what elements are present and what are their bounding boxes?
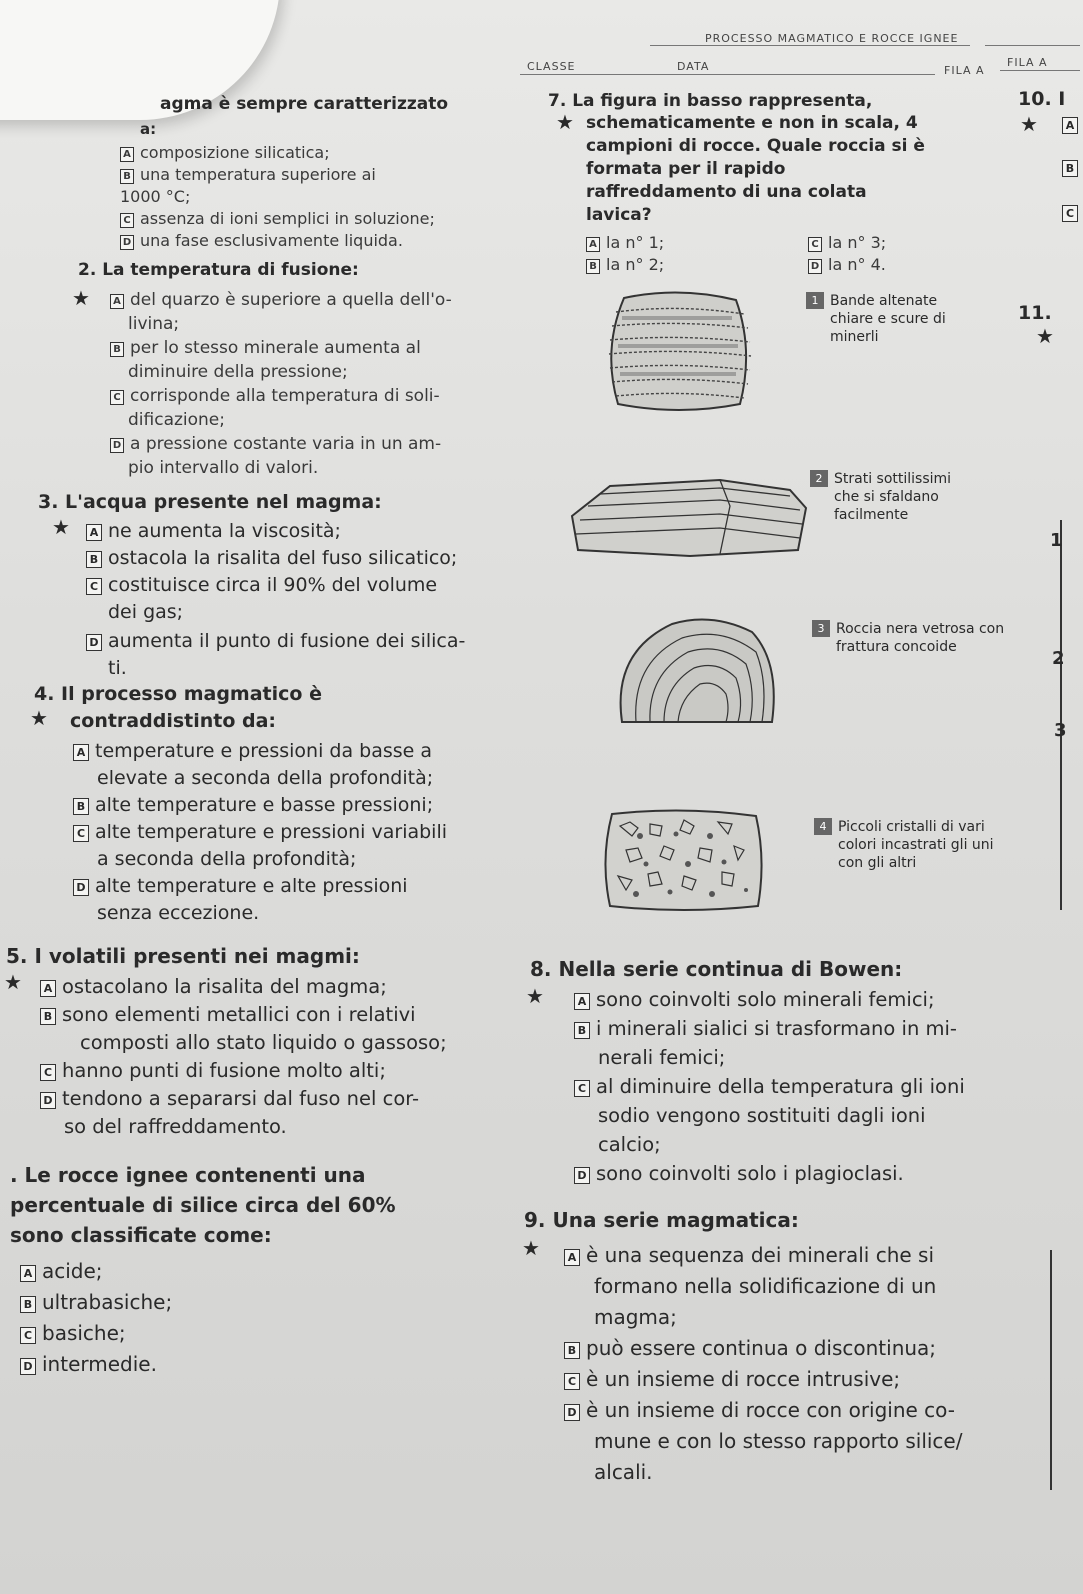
option-letter-c: C [73, 825, 89, 842]
right-margin-rule-bottom [1050, 1250, 1052, 1490]
q11-number: 11. [1018, 302, 1052, 324]
q6-option-a-text: acide; [42, 1259, 103, 1283]
option-letter-b: B [564, 1342, 580, 1359]
option-letter-c: C [40, 1064, 56, 1081]
option-letter-b: B [1062, 160, 1078, 177]
right-item-1: 1 [1050, 530, 1063, 551]
option-letter-d: D [110, 438, 124, 453]
star-icon: ★ [526, 984, 544, 1008]
q3-option-b[interactable] [86, 545, 496, 572]
q9-option-b-text: può essere continua o discontinua; [586, 1336, 937, 1360]
rock-4-granite-illustration [600, 806, 768, 914]
q10-option-b[interactable] [1062, 158, 1083, 177]
option-letter-d: D [808, 259, 822, 274]
q5-option-c[interactable] [40, 1057, 500, 1085]
q8-option-c-text-2: sodio vengono sostituiti dagli ioni [598, 1104, 926, 1127]
q9-option-c-text: è un insieme di rocce intrusive; [586, 1367, 901, 1391]
q6-options [20, 1256, 420, 1380]
option-letter-a: A [73, 744, 89, 761]
header-fila-right: FILA A [1007, 56, 1048, 69]
q4-option-c[interactable] [73, 819, 493, 846]
q8-options [574, 985, 1039, 1188]
q7-title-5: raffreddamento di una colata [586, 182, 867, 202]
star-icon: ★ [1036, 324, 1054, 348]
q5-option-a-text: ostacolano la risalita del magma; [62, 975, 387, 998]
q8-option-b-text-2: nerali femici; [598, 1046, 726, 1069]
q7-title-6: lavica? [586, 205, 652, 225]
option-letter-a: A [586, 237, 600, 252]
option-letter-d: D [120, 235, 134, 250]
caption-1-text: Bande altenate chiare e scure di minerli [830, 293, 946, 345]
q3-option-d-text: aumenta il punto di fusione dei silica- [108, 630, 466, 652]
q7-title [548, 90, 872, 113]
q6-title-1: . Le rocce ignee contenenti una [10, 1163, 366, 1187]
q3-option-a[interactable] [86, 518, 496, 545]
q4-option-a[interactable] [73, 738, 493, 765]
q7-option-c-text: la n° 3; [828, 233, 887, 252]
q4-option-d[interactable] [73, 873, 493, 900]
q9-option-a-text-2: formano nella solidificazione di un [594, 1274, 937, 1298]
q9-option-d-text: è un insieme di rocce con origine co- [586, 1398, 956, 1422]
q2-option-b-text-2: diminuire della pressione; [128, 362, 348, 382]
q1-text-tail: a: [140, 120, 157, 138]
star-icon: ★ [72, 286, 90, 310]
q2-option-d-text-2: pio intervallo di valori. [128, 458, 319, 478]
q5-option-a[interactable] [40, 973, 500, 1001]
caption-1 [806, 292, 976, 346]
q8-option-a-text: sono coinvolti solo minerali femici; [596, 988, 935, 1011]
q9-option-a-text: è una sequenza dei minerali che si [586, 1243, 935, 1267]
q2-title: 2. La temperatura di fusione: [78, 260, 359, 280]
q2-options [110, 288, 502, 480]
q5-title: 5. I volatili presenti nei magmi: [6, 944, 360, 968]
star-icon: ★ [30, 706, 48, 730]
q9-option-a[interactable] [564, 1240, 1046, 1271]
q9-option-d-text-3: alcali. [594, 1460, 653, 1484]
right-item-3: 3 [1054, 720, 1067, 741]
option-letter-a: A [1062, 117, 1078, 134]
q1-text: agma è sempre caratterizzato [160, 94, 449, 114]
caption-1-number: 1 [806, 292, 824, 309]
q4-option-a-text: temperature e pressioni da basse a [95, 740, 433, 762]
option-letter-a: A [564, 1249, 580, 1266]
q7-option-c[interactable] [808, 232, 886, 254]
q4-options [73, 738, 493, 927]
q7-option-a-text: la n° 1; [606, 233, 665, 252]
option-letter-c: C [120, 213, 134, 228]
option-letter-a: A [20, 1265, 36, 1282]
q4-option-b[interactable] [73, 792, 493, 819]
q1-option-a[interactable] [120, 142, 500, 164]
q8-option-d[interactable] [574, 1159, 1039, 1188]
q9-title: 9. Una serie magmatica: [524, 1208, 799, 1232]
q4-option-c-text-2: a seconda della profondità; [97, 848, 357, 870]
q6-option-c-text: basiche; [42, 1321, 126, 1345]
q6-option-d[interactable] [20, 1349, 420, 1380]
q6-option-b-text: ultrabasiche; [42, 1290, 173, 1314]
q5-options [40, 973, 500, 1141]
q2-option-d-text: a pressione costante varia in un am- [130, 434, 442, 454]
q4-option-c-text: alte temperature e pressioni variabili [95, 821, 448, 843]
q4-title: 4. Il processo magmatico è [34, 683, 322, 705]
rock-1-banded-illustration [604, 290, 754, 415]
q7-option-a[interactable] [586, 232, 808, 254]
q2-option-a-text-2: livina; [128, 314, 180, 334]
q8-option-d-text: sono coinvolti solo i plagioclasi. [596, 1162, 904, 1185]
star-icon: ★ [4, 970, 22, 994]
header-classe: CLASSE [527, 60, 576, 73]
q6-title-3: sono classificate come: [10, 1223, 272, 1247]
q2-option-c-text: corrisponde alla temperatura di soli- [130, 386, 440, 406]
header-fila-left: FILA A [944, 64, 985, 77]
q2-option-c[interactable] [110, 384, 502, 408]
q5-option-d-text-2: so del raffreddamento. [64, 1115, 287, 1138]
q3-option-c-text-2: dei gas; [108, 601, 184, 623]
option-letter-d: D [73, 879, 89, 896]
q3-option-b-text: ostacola la risalita del fuso silicatico; [108, 547, 458, 569]
q1-options [120, 142, 500, 252]
option-letter-a: A [110, 294, 124, 309]
option-letter-b: B [120, 169, 134, 184]
q1-option-b-text: una temperatura superiore ai [140, 165, 376, 184]
q2-option-b-text: per lo stesso minerale aumenta al [130, 338, 421, 358]
option-letter-c: C [86, 578, 102, 595]
option-letter-a: A [574, 993, 590, 1010]
header-line [520, 74, 935, 75]
q1-option-c[interactable] [120, 208, 500, 230]
q7-option-d-text: la n° 4. [828, 255, 886, 274]
q6-title [10, 1160, 490, 1250]
option-letter-d: D [574, 1167, 590, 1184]
q3-title: 3. L'acqua presente nel magma: [38, 491, 382, 513]
option-letter-c: C [110, 390, 124, 405]
option-letter-a: A [40, 980, 56, 997]
header-title: PROCESSO MAGMATICO E ROCCE IGNEE [705, 32, 959, 45]
option-letter-d: D [86, 634, 102, 651]
q7-option-b[interactable] [586, 254, 808, 276]
q9-option-d[interactable] [564, 1395, 1046, 1426]
header-title-line-right [985, 45, 1080, 46]
q8-option-c-text-3: calcio; [598, 1133, 661, 1156]
q7-body [586, 112, 1006, 227]
caption-3-text: Roccia nera vetrosa con frattura concoide [836, 621, 1005, 655]
q3-options [86, 518, 496, 682]
q1-option-d[interactable] [120, 230, 500, 252]
star-icon: ★ [1020, 112, 1038, 136]
q1-option-b-cont [120, 186, 500, 208]
q4-option-b-text: alte temperature e basse pressioni; [95, 794, 434, 816]
caption-2-text: Strati sottilissimi che si sfaldano facilmente [834, 471, 952, 523]
q7-title-1: 7. La figura in basso rappresenta, [548, 91, 873, 111]
q1-option-c-text: assenza di ioni semplici in soluzione; [140, 209, 435, 228]
q3-option-a-text: ne aumenta la viscosità; [108, 520, 341, 542]
q2-option-a[interactable] [110, 288, 502, 312]
q8-option-b[interactable] [574, 1014, 1039, 1043]
caption-4-text: Piccoli cristalli di vari colori incastrati gli uni con gli altri [838, 819, 994, 871]
q9-option-c[interactable] [564, 1364, 1046, 1395]
q10-option-c[interactable] [1062, 203, 1083, 222]
q9-option-a-text-3: magma; [594, 1305, 677, 1329]
q1-option-b-text-2: 1000 °C; [120, 187, 191, 206]
option-letter-c: C [574, 1080, 590, 1097]
rock-2-shale-illustration [570, 476, 810, 558]
option-letter-c: C [20, 1327, 36, 1344]
rock-3-obsidian-illustration [612, 612, 780, 730]
q3-option-d-text-2: ti. [108, 657, 127, 679]
q7-title-2: schematicamente e non in scala, 4 [586, 113, 918, 133]
q9-option-d-text-2: mune e con lo stesso rapporto silice/ [594, 1429, 963, 1453]
q7-title-4: formata per il rapido [586, 159, 786, 179]
option-letter-c: C [808, 237, 822, 252]
q2-option-a-text: del quarzo è superiore a quella dell'o- [130, 290, 452, 310]
option-letter-b: B [574, 1022, 590, 1039]
q8-option-c-text: al diminuire della temperatura gli ioni [596, 1075, 965, 1098]
caption-4 [814, 818, 1024, 872]
star-icon: ★ [556, 110, 574, 134]
q10-number: 10. I [1018, 88, 1066, 110]
q7-option-b-text: la n° 2; [606, 255, 665, 274]
q10-option-a[interactable] [1062, 115, 1083, 134]
q6-option-b[interactable] [20, 1287, 420, 1318]
q7-options [586, 232, 1026, 276]
q1-option-d-text: una fase esclusivamente liquida. [140, 231, 403, 250]
option-letter-c: C [1062, 205, 1078, 222]
q3-option-d[interactable] [86, 628, 496, 655]
option-letter-b: B [86, 551, 102, 568]
q5-option-b-text-2: composti allo stato liquido o gassoso; [80, 1031, 447, 1054]
option-letter-b: B [586, 259, 600, 274]
q5-option-d[interactable] [40, 1085, 500, 1113]
option-letter-b: B [110, 342, 124, 357]
star-icon: ★ [52, 515, 70, 539]
q8-option-a[interactable] [574, 985, 1039, 1014]
option-letter-a: A [120, 147, 134, 162]
header-line-right [1000, 70, 1080, 71]
q8-option-c[interactable] [574, 1072, 1039, 1101]
q7-title-3: campioni di rocce. Quale roccia si è [586, 136, 925, 156]
option-letter-d: D [564, 1404, 580, 1421]
header-title-line [650, 45, 970, 46]
q3-option-c-text: costituisce circa il 90% del volume [108, 574, 438, 596]
q4-option-d-text: alte temperature e alte pressioni [95, 875, 408, 897]
option-letter-b: B [20, 1296, 36, 1313]
caption-2-number: 2 [810, 470, 828, 487]
right-margin-rule [1060, 520, 1062, 910]
option-letter-b: B [73, 798, 89, 815]
q2-option-d[interactable] [110, 432, 502, 456]
option-letter-b: B [40, 1008, 56, 1025]
caption-3-number: 3 [812, 620, 830, 637]
option-letter-d: D [40, 1092, 56, 1109]
q1-option-a-text: composizione silicatica; [140, 143, 330, 162]
q4-option-d-text-2: senza eccezione. [97, 902, 260, 924]
q8-option-b-text: i minerali sialici si trasformano in mi- [596, 1017, 957, 1040]
caption-2 [810, 470, 985, 524]
q6-option-c[interactable] [20, 1318, 420, 1349]
option-letter-c: C [564, 1373, 580, 1390]
q5-option-b-text: sono elementi metallici con i relativi [62, 1003, 416, 1026]
q9-options [564, 1240, 1046, 1488]
option-letter-a: A [86, 524, 102, 541]
q6-option-a[interactable] [20, 1256, 420, 1287]
q1-option-b[interactable] [120, 164, 500, 186]
q9-option-b[interactable] [564, 1333, 1046, 1364]
q8-title: 8. Nella serie continua di Bowen: [530, 957, 903, 981]
star-icon: ★ [522, 1236, 540, 1260]
q7-option-d[interactable] [808, 254, 886, 276]
q5-option-d-text: tendono a separarsi dal fuso nel cor- [62, 1087, 420, 1110]
header-data: DATA [677, 60, 710, 73]
caption-3 [812, 620, 1012, 656]
q4-option-a-text-2: elevate a seconda della profondità; [97, 767, 434, 789]
q2-option-b[interactable] [110, 336, 502, 360]
q2-option-c-text-2: dificazione; [128, 410, 225, 430]
q5-option-b[interactable] [40, 1001, 500, 1029]
q3-option-c[interactable] [86, 572, 496, 599]
option-letter-d: D [20, 1358, 36, 1375]
q4-title-2: contraddistinto da: [70, 710, 277, 732]
right-item-2: 2 [1052, 648, 1065, 669]
caption-4-number: 4 [814, 818, 832, 835]
q6-option-d-text: intermedie. [42, 1352, 157, 1376]
q5-option-c-text: hanno punti di fusione molto alti; [62, 1059, 386, 1082]
q6-title-2: percentuale di silice circa del 60% [10, 1193, 396, 1217]
